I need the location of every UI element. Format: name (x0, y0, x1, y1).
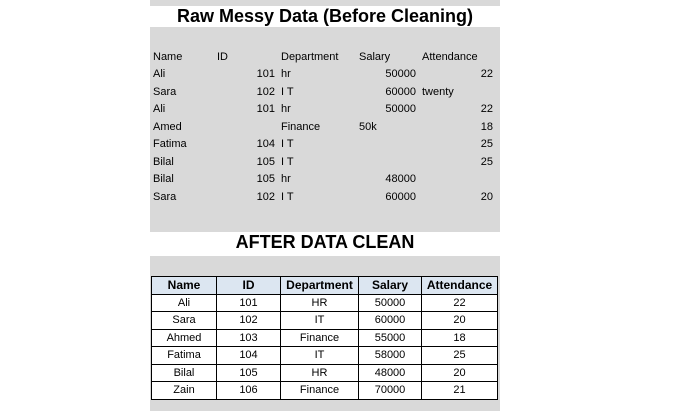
cell-name[interactable]: Bilal (152, 364, 217, 382)
cell-department[interactable]: Finance (281, 329, 359, 347)
cell-id[interactable]: 105 (256, 155, 275, 168)
table-row (152, 382, 498, 400)
clean-data-table (151, 276, 498, 400)
cell-attendance[interactable]: 21 (422, 382, 498, 400)
table-row (152, 347, 498, 365)
raw-header-name[interactable]: Name (153, 50, 183, 63)
table-row (150, 136, 496, 154)
cell-department[interactable]: hr (281, 173, 291, 186)
cell-department[interactable]: HR (281, 364, 359, 382)
cell-name[interactable]: Fatima (152, 347, 217, 365)
cell-id[interactable]: 104 (256, 138, 275, 151)
cell-name[interactable]: Ali (153, 103, 166, 116)
cell-id[interactable]: 104 (217, 347, 281, 365)
cell-attendance[interactable]: 20 (422, 364, 498, 382)
cell-name[interactable]: Fatima (153, 138, 187, 151)
cell-attendance[interactable]: 22 (480, 103, 493, 116)
cell-name[interactable]: Bilal (153, 173, 174, 186)
raw-header-id[interactable]: ID (217, 50, 228, 63)
cell-attendance[interactable]: 18 (422, 329, 498, 347)
raw-header-salary[interactable]: Salary (359, 50, 391, 63)
table-row (150, 83, 496, 101)
cell-salary[interactable]: 55000 (359, 329, 422, 347)
cell-name[interactable]: Sara (153, 190, 177, 203)
cell-name[interactable]: Sara (152, 312, 217, 330)
cell-salary[interactable]: 60000 (359, 312, 422, 330)
cell-id[interactable]: 101 (217, 294, 281, 312)
cell-attendance[interactable]: twenty (422, 85, 454, 98)
cell-name[interactable]: Ali (152, 294, 217, 312)
cell-salary[interactable]: 50000 (385, 68, 416, 81)
cell-id[interactable]: 102 (256, 85, 275, 98)
table-row (150, 171, 496, 189)
raw-header-attendance[interactable]: Attendance (422, 50, 478, 63)
raw-data-title: Raw Messy Data (Before Cleaning) (150, 6, 500, 27)
cell-name[interactable]: Bilal (153, 155, 174, 168)
cell-department[interactable]: Finance (281, 382, 359, 400)
cell-attendance[interactable]: 25 (480, 155, 493, 168)
clean-header-attendance[interactable]: Attendance (422, 277, 498, 295)
table-row (152, 329, 498, 347)
table-row (152, 312, 498, 330)
cell-department[interactable]: IT (281, 312, 359, 330)
cell-name[interactable]: Sara (153, 85, 177, 98)
cell-department[interactable]: I T (281, 155, 294, 168)
cell-attendance[interactable]: 22 (480, 68, 493, 81)
cell-id[interactable]: 101 (256, 103, 275, 116)
table-row (152, 294, 498, 312)
cell-salary[interactable]: 48000 (385, 173, 416, 186)
cell-attendance[interactable]: 20 (480, 190, 493, 203)
cell-salary[interactable]: 70000 (359, 382, 422, 400)
cell-name[interactable]: Ahmed (152, 329, 217, 347)
cell-salary[interactable] (356, 153, 419, 171)
clean-header-row (152, 277, 498, 295)
cell-attendance[interactable]: 22 (422, 294, 498, 312)
cell-salary[interactable]: 50000 (359, 294, 422, 312)
clean-data-title: AFTER DATA CLEAN (150, 232, 500, 256)
clean-header-id[interactable]: ID (217, 277, 281, 295)
raw-header-row (150, 48, 496, 66)
cell-attendance[interactable]: 20 (422, 312, 498, 330)
cell-salary[interactable]: 58000 (359, 347, 422, 365)
clean-header-name[interactable]: Name (152, 277, 217, 295)
cell-id[interactable]: 105 (256, 173, 275, 186)
cell-salary[interactable]: 60000 (385, 85, 416, 98)
cell-department[interactable]: I T (281, 85, 294, 98)
cell-name[interactable]: Ali (153, 68, 166, 81)
clean-header-salary[interactable]: Salary (359, 277, 422, 295)
cell-department[interactable]: I T (281, 190, 294, 203)
cell-id[interactable]: 102 (217, 312, 281, 330)
cell-department[interactable]: I T (281, 138, 294, 151)
cell-id[interactable]: 103 (217, 329, 281, 347)
table-row (150, 66, 496, 84)
cell-salary[interactable]: 50000 (385, 103, 416, 116)
cell-attendance[interactable]: 25 (480, 138, 493, 151)
table-row (152, 364, 498, 382)
cell-name[interactable]: Zain (152, 382, 217, 400)
table-row (150, 118, 496, 136)
cell-id[interactable]: 106 (217, 382, 281, 400)
cell-attendance[interactable]: 25 (422, 347, 498, 365)
clean-header-department[interactable]: Department (281, 277, 359, 295)
cell-id[interactable]: 105 (217, 364, 281, 382)
cell-id[interactable]: 102 (256, 190, 275, 203)
cell-department[interactable]: hr (281, 68, 291, 81)
cell-department[interactable]: Finance (281, 120, 321, 133)
cell-department[interactable]: IT (281, 347, 359, 365)
cell-attendance[interactable] (419, 171, 496, 189)
table-row (150, 153, 496, 171)
cell-id[interactable]: 101 (256, 68, 275, 81)
cell-salary[interactable] (356, 136, 419, 154)
cell-salary[interactable]: 60000 (385, 190, 416, 203)
raw-header-department[interactable]: Department (281, 50, 339, 63)
table-row (150, 101, 496, 119)
table-row (150, 188, 496, 206)
cell-department[interactable]: HR (281, 294, 359, 312)
cell-attendance[interactable]: 18 (480, 120, 493, 133)
cell-department[interactable]: hr (281, 103, 291, 116)
cell-id[interactable] (214, 118, 278, 136)
cell-salary[interactable]: 48000 (359, 364, 422, 382)
cell-salary[interactable]: 50k (359, 120, 377, 133)
cell-name[interactable]: Amed (153, 120, 182, 133)
raw-data-table (150, 48, 496, 206)
